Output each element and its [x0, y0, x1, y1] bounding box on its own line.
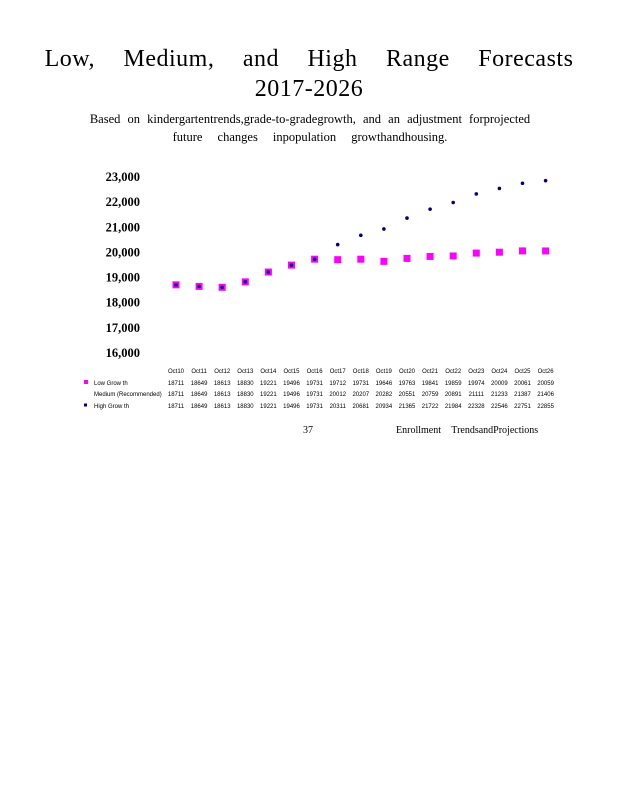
high-growth-point — [405, 216, 409, 220]
table-value: 18711 — [167, 404, 185, 410]
x-category-label: Oct13 — [237, 369, 254, 375]
high-growth-point — [313, 257, 317, 261]
table-value: 22855 — [537, 404, 554, 410]
subtitle-line-1: Based on kindergartentrends,grade-to-gradegrowth, and an adjustment forprojected — [89, 112, 531, 126]
high-growth-point — [336, 243, 340, 247]
x-category-label: Oct17 — [329, 369, 346, 375]
table-value: 18613 — [213, 392, 231, 398]
y-tick-label: 19,000 — [105, 270, 140, 285]
high-growth-point — [267, 270, 271, 274]
table-value: 19496 — [283, 392, 300, 398]
table-value: 19731 — [306, 392, 323, 398]
x-category-label: Oct16 — [306, 369, 323, 375]
low-growth-point — [450, 252, 457, 259]
table-value: 19646 — [375, 381, 393, 387]
high-growth-point — [475, 192, 479, 196]
y-tick-label: 17,000 — [105, 320, 140, 335]
x-category-label: Oct26 — [537, 369, 554, 375]
high-growth-point — [521, 181, 525, 185]
x-category-label: Oct22 — [445, 369, 462, 375]
legend-series-name: Low Grow th — [94, 381, 128, 387]
x-category-label: Oct15 — [283, 369, 300, 375]
table-value: 20282 — [375, 392, 393, 398]
legend-marker — [84, 404, 87, 407]
table-value: 20207 — [352, 392, 370, 398]
x-category-label: Oct23 — [468, 369, 485, 375]
y-tick-label: 20,000 — [105, 245, 140, 260]
table-value: 20759 — [421, 392, 439, 398]
y-tick-label: 21,000 — [105, 220, 140, 235]
table-value: 21406 — [537, 392, 554, 398]
table-value: 18613 — [213, 381, 231, 387]
table-value: 18613 — [213, 404, 231, 410]
table-value: 19221 — [260, 381, 277, 387]
low-growth-point — [357, 256, 364, 263]
table-value: 18649 — [190, 381, 208, 387]
table-value: 21387 — [514, 392, 531, 398]
table-value: 20891 — [444, 392, 462, 398]
table-value: 19731 — [306, 404, 323, 410]
table-value: 22751 — [514, 404, 531, 410]
table-value: 20934 — [375, 404, 393, 410]
legend-series-name: Medium (Recommended) — [94, 392, 162, 398]
high-growth-point — [498, 187, 502, 191]
low-growth-point — [519, 247, 526, 254]
table-value: 20551 — [398, 392, 416, 398]
x-category-label: Oct25 — [514, 369, 531, 375]
low-growth-point — [473, 250, 480, 257]
table-value: 19712 — [329, 381, 347, 387]
high-growth-point — [544, 179, 548, 183]
low-growth-point — [542, 247, 549, 254]
x-category-label: Oct18 — [352, 369, 369, 375]
table-value: 21365 — [398, 404, 416, 410]
high-growth-point — [290, 263, 294, 267]
table-value: 18649 — [190, 404, 208, 410]
y-tick-label: 16,000 — [105, 346, 140, 360]
x-category-label: Oct11 — [191, 369, 207, 375]
table-value: 19221 — [260, 392, 277, 398]
table-value: 19841 — [421, 381, 439, 387]
x-category-label: Oct10 — [167, 369, 185, 375]
table-value: 19974 — [467, 381, 485, 387]
page-number: 37 — [303, 425, 313, 436]
subtitle-line-2: future changes inpopulation growthandhousing. — [172, 130, 448, 144]
table-value: 18649 — [190, 392, 208, 398]
table-value: 22546 — [491, 404, 508, 410]
low-growth-point — [427, 253, 434, 260]
table-value: 19731 — [306, 381, 323, 387]
table-value: 21233 — [491, 392, 508, 398]
footer-text: Enrollment TrendsandProjections — [396, 425, 539, 436]
table-value: 21984 — [444, 404, 462, 410]
table-value: 20012 — [329, 392, 347, 398]
low-growth-point — [404, 255, 411, 262]
table-value: 22328 — [467, 404, 485, 410]
high-growth-point — [220, 286, 224, 290]
x-category-label: Oct14 — [260, 369, 277, 375]
high-growth-point — [451, 201, 455, 205]
table-value: 20061 — [514, 381, 531, 387]
high-growth-point — [244, 280, 248, 284]
table-value: 19731 — [352, 381, 370, 387]
high-growth-point — [359, 234, 363, 238]
high-growth-point — [197, 285, 201, 289]
y-tick-label: 22,000 — [105, 195, 140, 210]
high-growth-point — [382, 227, 386, 231]
table-value: 20681 — [352, 404, 370, 410]
low-growth-point — [496, 249, 503, 256]
table-value: 21111 — [468, 392, 484, 398]
table-value: 19763 — [398, 381, 416, 387]
title-line-2: 2017-2026 — [254, 76, 364, 102]
x-category-label: Oct19 — [375, 369, 392, 375]
legend-series-name: High Grow th — [94, 404, 130, 410]
table-value: 19496 — [283, 381, 300, 387]
x-category-label: Oct24 — [491, 369, 508, 375]
table-value: 18830 — [236, 404, 254, 410]
table-value: 20059 — [537, 381, 554, 387]
x-category-label: Oct20 — [398, 369, 416, 375]
table-value: 18711 — [167, 381, 185, 387]
table-value: 18830 — [236, 392, 254, 398]
y-tick-label: 23,000 — [105, 170, 140, 184]
table-value: 19221 — [260, 404, 277, 410]
table-value: 20311 — [329, 404, 346, 410]
title-line-1: Low, Medium, and High Range Forecasts — [44, 46, 574, 72]
high-growth-point — [174, 283, 178, 287]
table-value: 21722 — [421, 404, 439, 410]
table-value: 18830 — [236, 381, 254, 387]
table-value: 19496 — [283, 404, 300, 410]
high-growth-point — [428, 207, 432, 211]
y-tick-label: 18,000 — [105, 295, 140, 310]
legend-marker — [84, 380, 88, 384]
low-growth-point — [380, 258, 387, 265]
table-value: 19859 — [444, 381, 462, 387]
x-category-label: Oct12 — [214, 369, 231, 375]
low-growth-point — [334, 256, 341, 263]
table-value: 20009 — [491, 381, 508, 387]
table-value: 18711 — [167, 392, 185, 398]
x-category-label: Oct21 — [422, 369, 439, 375]
